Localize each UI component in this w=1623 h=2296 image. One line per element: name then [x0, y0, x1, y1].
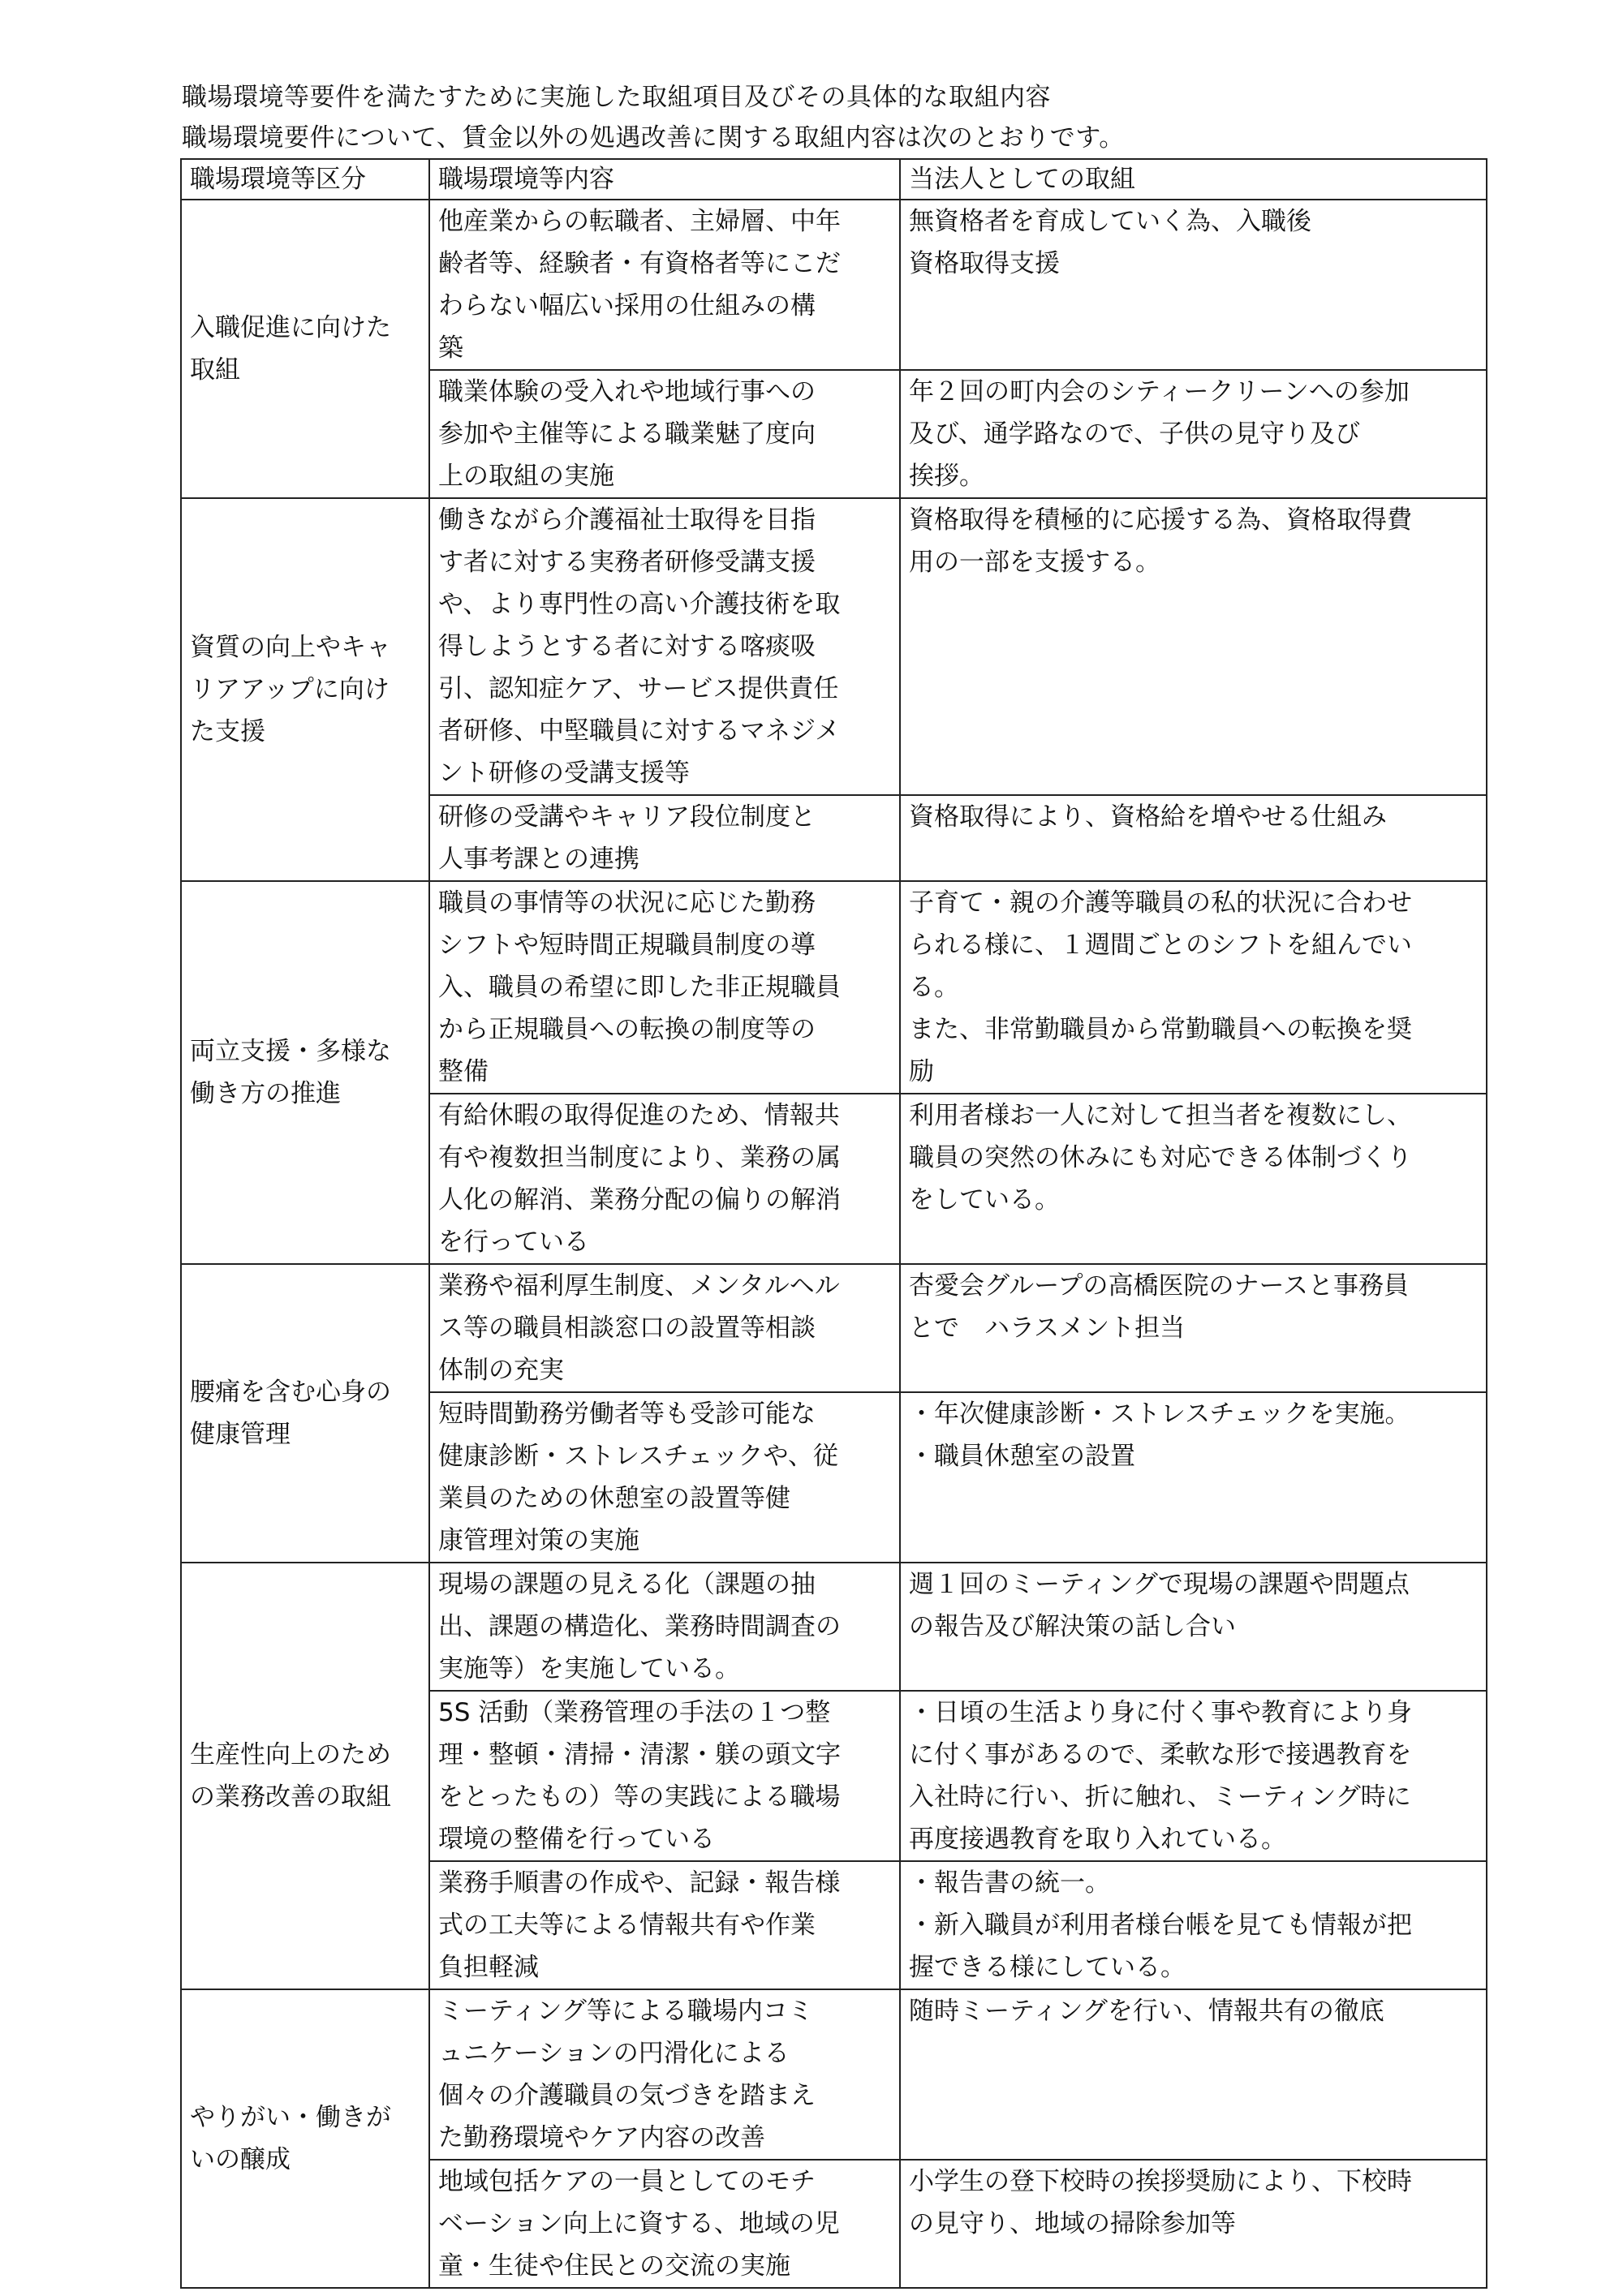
table-row — [181, 1563, 1487, 1691]
action-cell: 無資格者を育成していく為、入職後 資格取得支援 — [900, 200, 1487, 370]
header-content: 職場環境等内容 — [429, 159, 900, 200]
content-cell: 業務や福利厚生制度、メンタルヘル ス等の職員相談窓口の設置等相談 体制の充実 — [429, 1264, 900, 1392]
table-row — [181, 881, 1487, 1094]
category-cell: 生産性向上のため の業務改善の取組 — [181, 1563, 429, 1989]
action-cell: ・報告書の統一。 ・新入職員が利用者様台帳を見ても情報が把 握できる様にしている。 — [900, 1861, 1487, 1989]
content-cell: 5S 活動（業務管理の手法の１つ整 理・整頓・清掃・清潔・躾の頭文字 をとったもの）等の実践による職場 環境の整備を行っている — [429, 1691, 900, 1861]
action-cell: 随時ミーティングを行い、情報共有の徹底 — [900, 1989, 1487, 2160]
category-cell: 資質の向上やキャ リアアップに向け た支援 — [181, 498, 429, 881]
action-cell: 利用者様お一人に対して担当者を複数にし、 職員の突然の休みにも対応できる体制づくり をしている。 — [900, 1094, 1487, 1264]
action-cell: 資格取得を積極的に応援する為、資格取得費 用の一部を支援する。 — [900, 498, 1487, 795]
content-cell: 有給休暇の取得促進のため、情報共 有や複数担当制度により、業務の属 人化の解消、業務分配の偏りの解消 を行っている — [429, 1094, 900, 1264]
action-cell: 子育て・親の介護等職員の私的状況に合わせ られる様に、１週間ごとのシフトを組んでい る。 また、非常勤職員から常勤職員への転換を奨 励 — [900, 881, 1487, 1094]
document-heading-2: 職場環境要件について、賃金以外の処遇改善に関する取組内容は次のとおりです。 — [182, 123, 1125, 153]
action-cell: 小学生の登下校時の挨拶奨励により、下校時 の見守り、地域の掃除参加等 — [900, 2160, 1487, 2288]
category-cell: 両立支援・多様な 働き方の推進 — [181, 881, 429, 1264]
action-cell: ・年次健康診断・ストレスチェックを実施。 ・職員休憩室の設置 — [900, 1392, 1487, 1563]
workplace-environment-table — [180, 158, 1487, 2289]
action-cell: 週１回のミーティングで現場の課題や問題点 の報告及び解決策の話し合い — [900, 1563, 1487, 1691]
category-cell: 腰痛を含む心身の 健康管理 — [181, 1264, 429, 1563]
table-row — [181, 1264, 1487, 1392]
content-cell: 短時間勤務労働者等も受診可能な 健康診断・ストレスチェックや、従 業員のための休憩室の設置等健 康管理対策の実施 — [429, 1392, 900, 1563]
content-cell: 現場の課題の見える化（課題の抽 出、課題の構造化、業務時間調査の 実施等）を実施している。 — [429, 1563, 900, 1691]
table-header-row — [181, 159, 1487, 200]
category-cell: 入職促進に向けた 取組 — [181, 200, 429, 498]
table-row — [181, 1989, 1487, 2160]
content-cell: 職員の事情等の状況に応じた勤務 シフトや短時間正規職員制度の導 入、職員の希望に即した非正規職員 から正規職員への転換の制度等の 整備 — [429, 881, 900, 1094]
content-cell: 職業体験の受入れや地域行事への 参加や主催等による職業魅了度向 上の取組の実施 — [429, 370, 900, 498]
header-action: 当法人としての取組 — [900, 159, 1487, 200]
table-row — [181, 200, 1487, 370]
action-cell: 年２回の町内会のシティークリーンへの参加 及び、通学路なので、子供の見守り及び 挨拶。 — [900, 370, 1487, 498]
content-cell: 業務手順書の作成や、記録・報告様 式の工夫等による情報共有や作業 負担軽減 — [429, 1861, 900, 1989]
content-cell: 地域包括ケアの一員としてのモチ ベーション向上に資する、地域の児 童・生徒や住民との交流の実施 — [429, 2160, 900, 2288]
action-cell: 杏愛会グループの高橋医院のナースと事務員 とで ハラスメント担当 — [900, 1264, 1487, 1392]
action-cell: ・日頃の生活より身に付く事や教育により身 に付く事があるので、柔軟な形で接遇教育を 入社時に行い、折に触れ、ミーティング時に 再度接遇教育を取り入れている。 — [900, 1691, 1487, 1861]
table-row — [181, 498, 1487, 795]
content-cell: 他産業からの転職者、主婦層、中年 齢者等、経験者・有資格者等にこだ わらない幅広い採用の仕組みの構 築 — [429, 200, 900, 370]
header-category: 職場環境等区分 — [181, 159, 429, 200]
action-cell: 資格取得により、資格給を増やせる仕組み — [900, 795, 1487, 881]
document-heading-1: 職場環境等要件を満たすために実施した取組項目及びその具体的な取組内容 — [182, 83, 1051, 112]
category-cell: やりがい・働きが いの醸成 — [181, 1989, 429, 2288]
content-cell: 働きながら介護福祉士取得を目指 す者に対する実務者研修受講支援 や、より専門性の高い介護技術を取 得しようとする者に対する喀痰吸 引、認知症ケア、サービス提供責任 者研修、中堅職員に対するマネジメ ント研修の受講支援等 — [429, 498, 900, 795]
content-cell: 研修の受講やキャリア段位制度と 人事考課との連携 — [429, 795, 900, 881]
content-cell: ミーティング等による職場内コミ ュニケーションの円滑化による 個々の介護職員の気づきを踏まえ た勤務環境やケア内容の改善 — [429, 1989, 900, 2160]
